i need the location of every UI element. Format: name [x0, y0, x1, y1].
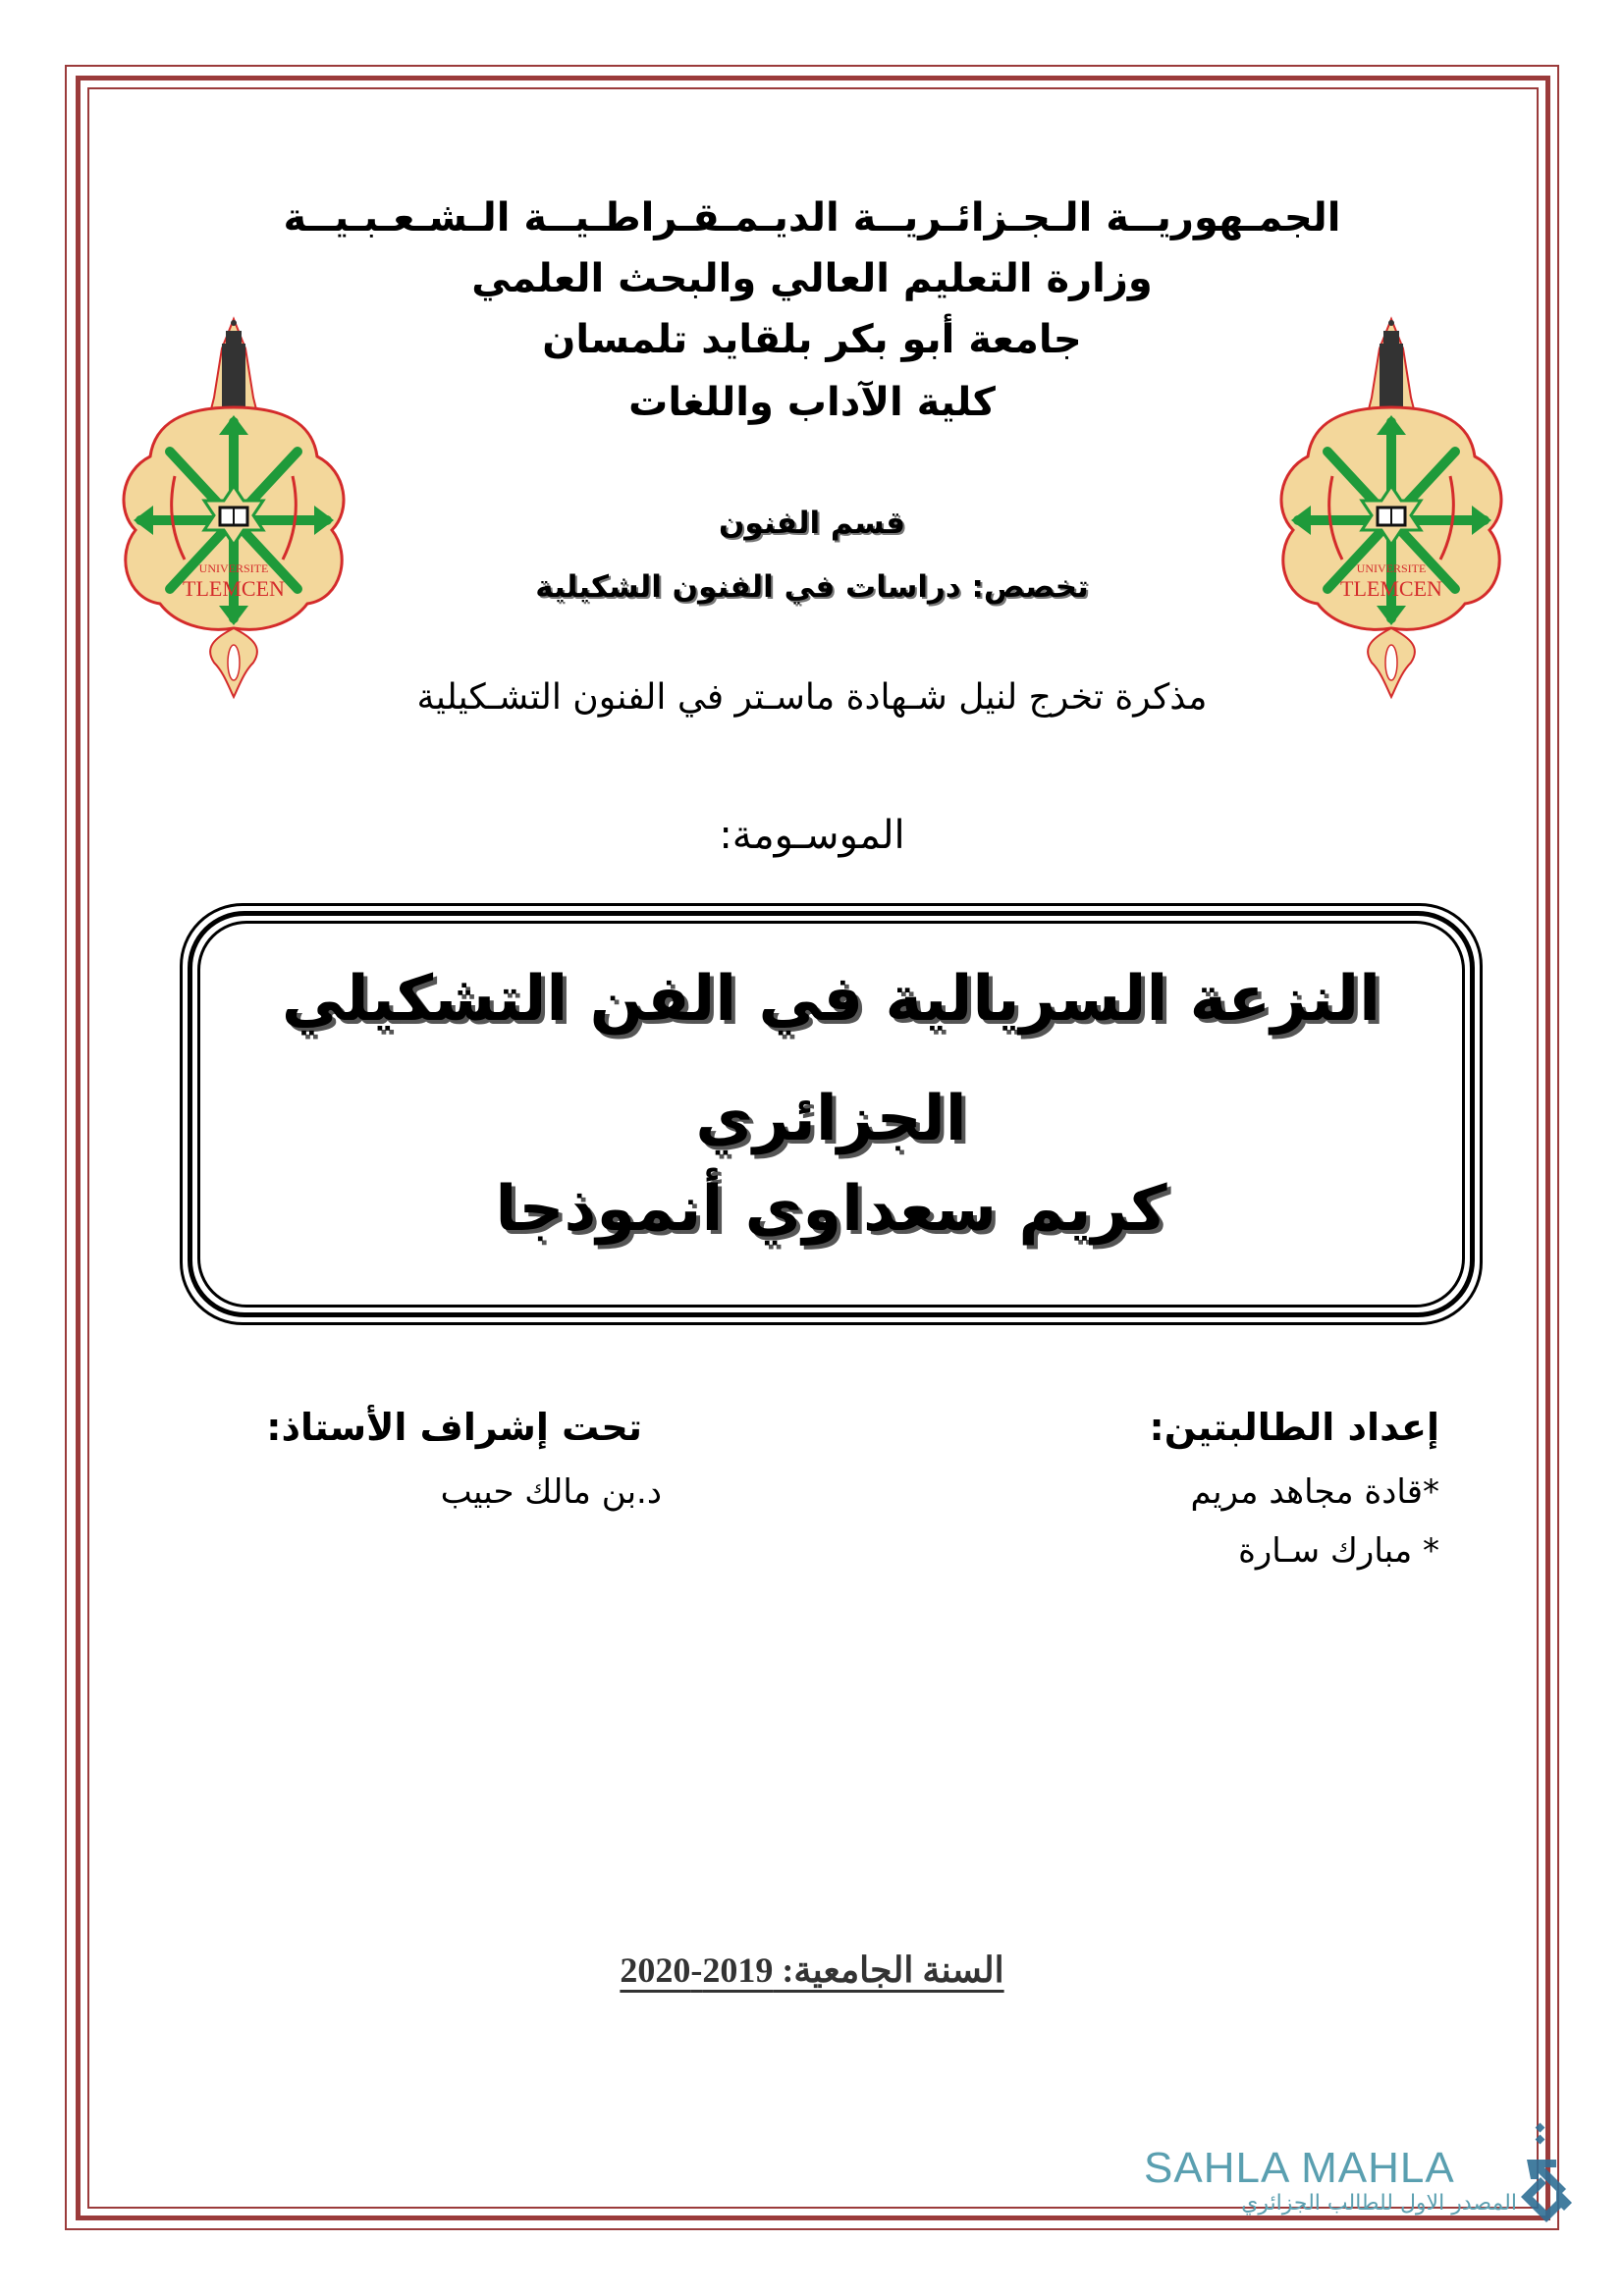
thesis-title-line-1: النزعة السريالية في الفن التشكيلي	[281, 963, 1381, 1036]
specialty: تخصص: دراسات في الفنون الشكيلية	[535, 569, 1089, 605]
ministry-name: وزارة التعليم العالي والبحث العلمي	[471, 256, 1153, 301]
svg-text:UNIVERSITE: UNIVERSITE	[198, 561, 269, 575]
students-label: إعداد الطالبتين:	[1149, 1406, 1439, 1449]
thesis-title-line-2: الجزائري	[695, 1083, 967, 1155]
department: قسم الفنون	[718, 506, 906, 541]
republic-name: الجمـهوريــة الـجـزائـريــة الديـمـقـراطـيــة الـشـعـبـيــة	[283, 195, 1341, 240]
watermark-brand: SAHLA MAHLA	[1144, 2144, 1455, 2192]
svg-text:TLEMCEN: TLEMCEN	[1340, 576, 1442, 601]
svg-text:UNIVERSITE: UNIVERSITE	[1356, 561, 1427, 575]
academic-year	[0, 1949, 1624, 1991]
memo-description: مذكرة تخرج لنيل شـهادة ماسـتر في الفنون التشـكيلية	[416, 677, 1208, 718]
watermark	[1144, 2146, 1517, 2216]
faculty-name: كلية الآداب واللغات	[628, 380, 996, 425]
academic-year-text: السنة الجامعية: 2019-2020	[620, 1950, 1004, 1990]
student-name: *قادة مجاهد مريم	[1190, 1472, 1439, 1512]
thesis-title-line-3: كريم سعداوي أنموذجا	[495, 1173, 1167, 1246]
university-name: جامعة أبو بكر بلقايد تلمسان	[542, 317, 1082, 362]
sahla-mahla-calligraphy-icon	[1517, 2120, 1586, 2228]
thesis-title-box	[180, 903, 1483, 1325]
student-name: * مبارك سـارة	[1238, 1531, 1439, 1571]
supervisor-name: د.بن مالك حبيب	[440, 1472, 662, 1512]
watermark-tagline: المصدر الاول للطالب الجزائري	[1241, 2191, 1517, 2216]
supervisor-label: تحت إشراف الأستاذ:	[266, 1406, 642, 1449]
svg-text:TLEMCEN: TLEMCEN	[183, 576, 285, 601]
titled-label: الموسـومة:	[719, 813, 905, 858]
